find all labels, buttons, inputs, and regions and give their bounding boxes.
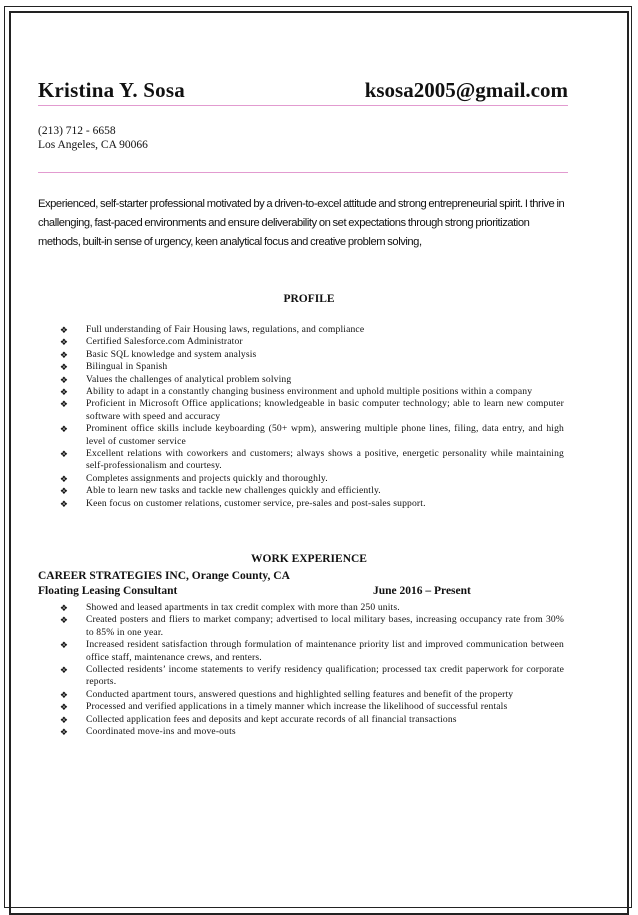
contact-block: [38, 124, 148, 152]
diamond-bullet-icon: ❖: [59, 640, 69, 651]
profile-list: [58, 324, 564, 510]
diamond-bullet-icon: ❖: [59, 349, 69, 360]
job-dates: June 2016 – Present: [373, 585, 471, 597]
phone-number: (213) 712 - 6658: [38, 125, 116, 137]
diamond-bullet-icon: ❖: [59, 714, 69, 725]
candidate-email[interactable]: ksosa2005@gmail.com: [364, 78, 568, 102]
list-item: ❖ Increased resident satisfaction through formulation of maintenance priority list and improved communication between office staff, maintenance crews, and renters.: [59, 639, 564, 663]
diamond-bullet-icon: ❖: [59, 727, 69, 738]
list-item: ❖ Full understanding of Fair Housing laws, regulations, and compliance: [59, 324, 365, 335]
list-item: ❖ Basic SQL knowledge and system analysis: [59, 348, 257, 360]
list-item: ❖ Prominent office skills include keyboarding (50+ wpm), answering multiple phone lines, filing, data entry, and high level of customer service: [59, 423, 564, 447]
list-item: ❖ Values the challenges of analytical problem solving: [59, 373, 292, 385]
list-item: ❖ Created posters and fliers to market company; advertised to local military bases, increasing occupancy rate from 30% to 85% in one year.: [59, 614, 564, 638]
diamond-bullet-icon: ❖: [59, 374, 69, 385]
diamond-bullet-icon: ❖: [59, 449, 69, 460]
list-item: ❖ Able to learn new tasks and tackle new challenges quickly and efficiently.: [59, 485, 381, 497]
header-divider: [38, 105, 568, 106]
diamond-bullet-icon: ❖: [59, 399, 69, 410]
list-item: ❖ Processed and verified applications in a timely manner which increase the likelihood of successful rentals: [59, 701, 508, 713]
list-item: ❖ Ability to adapt in a constantly changing business environment and uphold multiple positions within a company: [59, 386, 533, 398]
list-item: ❖ Keen focus on customer relations, customer service, pre-sales and post-sales support.: [59, 497, 426, 509]
professional-summary: Experienced, self-starter professional motivated by a driven-to-excel attitude and strong entrepreneurial spirit. I thrive in challenging, fast-paced environments and ensure deliverability on set expectations through strong prioritization methods, built-in sense of urgency, keen analytical focus and creative problem solving,: [38, 198, 565, 249]
work-duties-list: [58, 602, 564, 738]
diamond-bullet-icon: ❖: [59, 387, 69, 398]
list-item: ❖ Collected application fees and deposits and kept accurate records of all financial transactions: [59, 713, 457, 725]
candidate-name: Kristina Y. Sosa: [38, 78, 185, 102]
diamond-bullet-icon: ❖: [59, 424, 69, 435]
contact-divider: [38, 172, 568, 173]
list-item: ❖ Showed and leased apartments in tax credit complex with more than 250 units.: [59, 602, 400, 613]
list-item: ❖ Completes assignments and projects quickly and thoroughly.: [59, 472, 328, 484]
list-item: ❖ Collected residents’ income statements to verify residency qualification; processed tax credit paperwork for corporate reports.: [59, 664, 564, 688]
profile-heading: PROFILE: [283, 293, 335, 305]
diamond-bullet-icon: ❖: [59, 603, 69, 613]
job-title: Floating Leasing Consultant: [38, 585, 178, 597]
diamond-bullet-icon: ❖: [59, 325, 69, 335]
employer-name: CAREER STRATEGIES INC, Orange County, CA: [38, 570, 290, 582]
list-item: ❖ Coordinated move-ins and move-outs: [59, 726, 236, 738]
work-experience-heading: WORK EXPERIENCE: [251, 553, 367, 565]
diamond-bullet-icon: ❖: [59, 498, 69, 509]
list-item: ❖ Bilingual in Spanish: [59, 361, 168, 373]
resume-header: [38, 78, 568, 108]
diamond-bullet-icon: ❖: [59, 362, 69, 373]
list-item: ❖ Excellent relations with coworkers and customers; always shows a positive, energetic personality while maintaining self-professionalism and courtesy.: [59, 448, 564, 472]
list-item: ❖ Proficient in Microsoft Office applications; knowledgeable in basic computer technology; able to learn new computer software with speed and accuracy: [59, 398, 564, 422]
diamond-bullet-icon: ❖: [59, 615, 69, 626]
diamond-bullet-icon: ❖: [59, 473, 69, 484]
location: Los Angeles, CA 90066: [38, 139, 148, 151]
list-item: ❖ Certified Salesforce.com Administrator: [59, 336, 243, 348]
diamond-bullet-icon: ❖: [59, 689, 69, 700]
diamond-bullet-icon: ❖: [59, 486, 69, 497]
diamond-bullet-icon: ❖: [59, 702, 69, 713]
diamond-bullet-icon: ❖: [59, 337, 69, 348]
diamond-bullet-icon: ❖: [59, 665, 69, 676]
list-item: ❖ Conducted apartment tours, answered questions and highlighted selling features and benefit of the property: [59, 688, 514, 700]
